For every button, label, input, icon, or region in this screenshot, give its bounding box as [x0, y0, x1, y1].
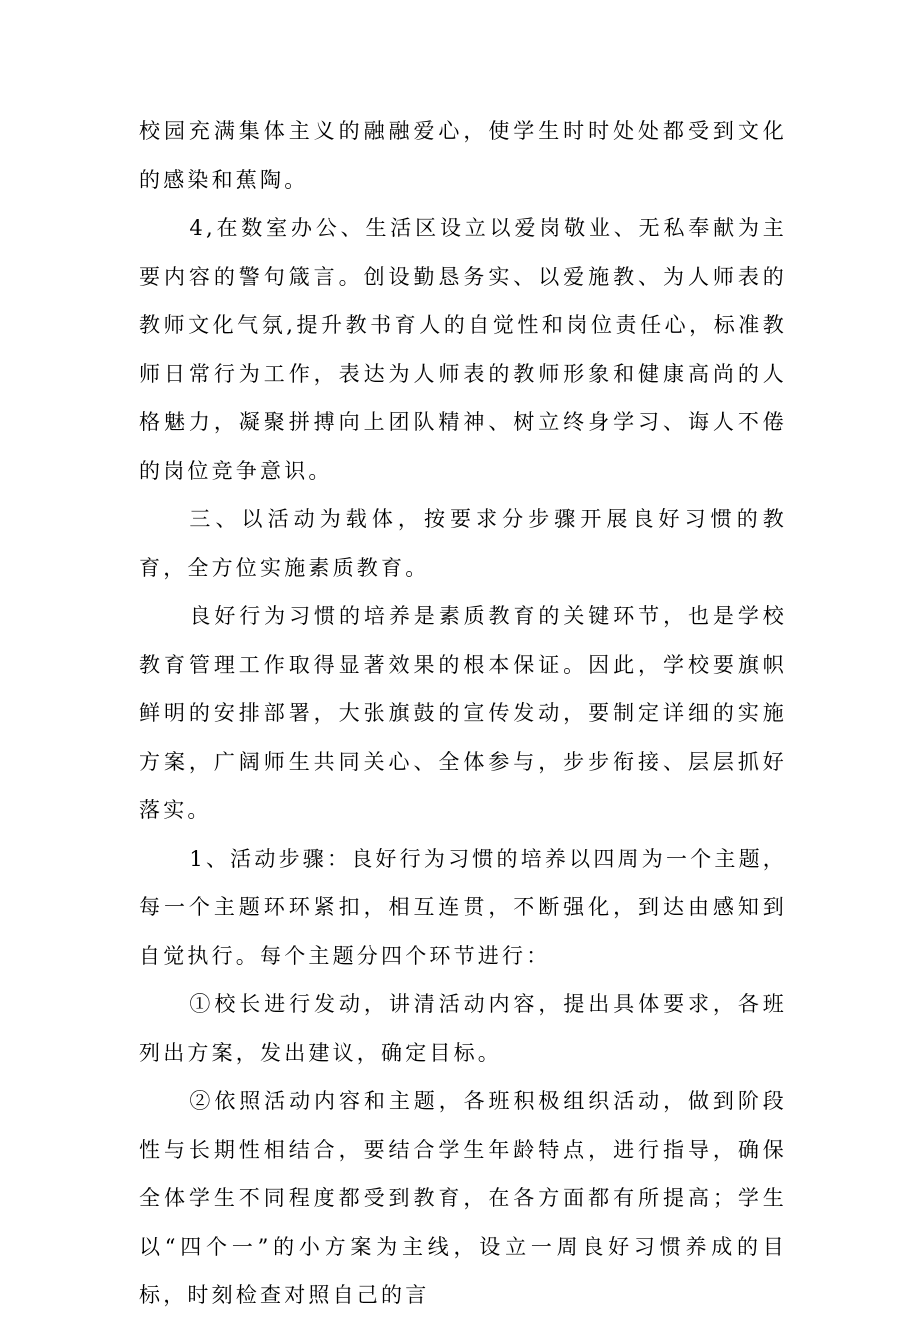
paragraph-item-4: 4,在数室办公、生活区设立以爱岗敬业、无私奉献为主要内容的警句箴言。创设勤恳务实、以爱施教、为人师表的教师文化气氛,提升教书育人的自觉性和岗位责任心，标准教师日常行为工作，表达为人师表的教师形象和健康高尚的人格魅力，凝聚拼搏向上团队精神、树立终身学习、诲人不倦的岗位竞争意识。	[139, 216, 787, 483]
paragraph-step-2: ②依照活动内容和主题，各班积极组织活动，做到阶段性与长期性相结合，要结合学生年龄特点，进行指导，确保全体学生不同程度都受到教育，在各方面都有所提高；学生以“四个一”的小方案为主线，设立一周良好习惯养成的目标，时刻检查对照自己的言	[139, 1089, 787, 1307]
paragraph-step-1: ①校长进行发动，讲清活动内容，提出具体要求，各班列出方案，发出建议，确定目标。	[139, 992, 787, 1065]
paragraph-activity-steps: 1、活动步骤：良好行为习惯的培养以四周为一个主题，每一个主题环环紧扣，相互连贯，不断强化，到达由感知到自觉执行。每个主题分四个环节进行：	[139, 846, 787, 968]
document-body	[139, 107, 787, 1320]
paragraph-section-3-heading: 三、以活动为载体，按要求分步骤开展良好习惯的教育，全方位实施素质教育。	[139, 507, 787, 580]
paragraph-habit-training: 良好行为习惯的培养是素质教育的关键环节，也是学校教育管理工作取得显著效果的根本保证。因此，学校要旗帜鲜明的安排部署，大张旗鼓的宣传发动，要制定详细的实施方案，广阔师生共同关心、全体参与，步步衔接、层层抓好落实。	[139, 604, 787, 822]
paragraph-continuation: 校园充满集体主义的融融爱心，使学生时时处处都受到文化的感染和蕉陶。	[139, 119, 787, 192]
